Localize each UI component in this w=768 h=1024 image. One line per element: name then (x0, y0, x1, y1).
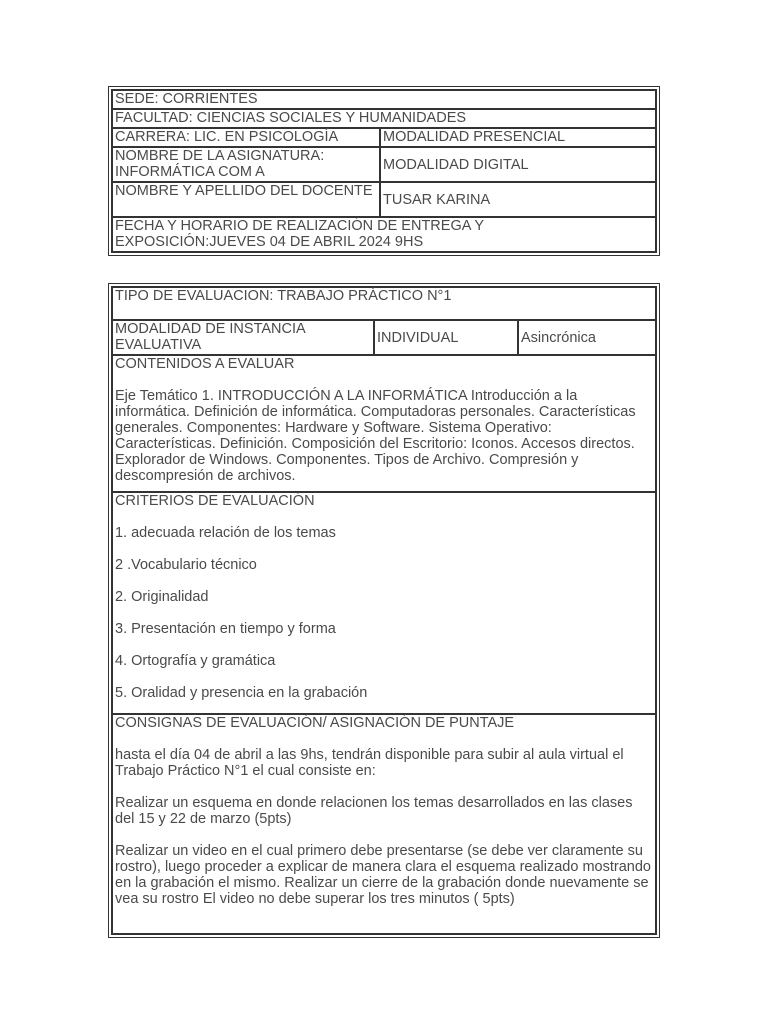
modalidad-presencial-cell: MODALIDAD PRESENCIAL (380, 128, 656, 147)
facultad-cell: FACULTAD: CIENCIAS SOCIALES Y HUMANIDADES (112, 109, 656, 128)
docente-value-cell: TUSAR KARINA (380, 182, 656, 217)
criterio-item: 4. Ortografía y gramática (115, 653, 276, 669)
consignas-title: CONSIGNAS DE EVALUACIÓN/ ASIGNACIÓN DE PUNTAJE (115, 715, 515, 731)
asignatura-label: NOMBRE DE LA ASIGNATURA: (115, 148, 325, 164)
criterios-cell (112, 492, 656, 714)
modalidad-instancia-cell: MODALIDAD DE INSTANCIA EVALUATIVA (112, 320, 374, 355)
carrera-cell: CARRERA: LIC. EN PSICOLOGÍA (112, 128, 380, 147)
criterio-item: 3. Presentación en tiempo y forma (115, 621, 336, 637)
tipo-evaluacion-cell: TIPO DE EVALUACION: TRABAJO PRÁCTICO N°1 (112, 287, 656, 320)
fecha-line-1: FECHA Y HORARIO DE REALIZACIÓN DE ENTREGA Y (115, 218, 485, 234)
fecha-cell (112, 217, 656, 252)
modalidad-sync-cell: Asincrónica (518, 320, 656, 355)
criterios-title: CRITERIOS DE EVALUACIÓN (115, 493, 315, 509)
contenidos-cell (112, 355, 656, 492)
modalidad-digital-cell: MODALIDAD DIGITAL (380, 147, 656, 182)
docente-label-cell: NOMBRE Y APELLIDO DEL DOCENTE (112, 182, 380, 217)
sede-cell: SEDE: CORRIENTES (112, 90, 656, 109)
criterio-item: 2. Originalidad (115, 589, 209, 605)
contenidos-body: Eje Temático 1. INTRODUCCIÓN A LA INFORMÁTICA Introducción a la informática. Definición de informática. Computadoras personales. Características generales. Componentes: Hardware y Software. Sistema Operativo: Características. Definición. Composición del Escritorio: Iconos. Accesos directos. Explorador de Windows. Componentes. Tipos de Archivo. Compresión y descompresión de archivos. (115, 388, 636, 484)
asignatura-cell (112, 147, 380, 182)
criterio-item: 2 .Vocabulario técnico (115, 557, 257, 573)
evaluation-table (111, 286, 657, 935)
consignas-cell (112, 714, 656, 934)
modalidad-individual-cell: INDIVIDUAL (374, 320, 518, 355)
contenidos-title: CONTENIDOS A EVALUAR (115, 356, 295, 372)
asignatura-value: INFORMÁTICA COM A (115, 164, 265, 180)
fecha-line-2: EXPOSICIÓN:JUEVES 04 DE ABRIL 2024 9HS (115, 234, 424, 250)
consigna-item: hasta el día 04 de abril a las 9hs, tendrán disponible para subir al aula virtual el Trabajo Práctico N°1 el cual consiste en: (115, 747, 624, 779)
consigna-item: Realizar un video en el cual primero debe presentarse (se debe ver claramente su rostro), luego proceder a explicar de manera clara el esquema realizado mostrando en la grabación el mismo. Realizar un cierre de la grabación donde nuevamente se vea su rostro El video no debe superar los tres minutos ( 5pts) (115, 843, 651, 907)
consigna-item: Realizar un esquema en donde relacionen los temas desarrollados en las clases del 15 y 22 de marzo (5pts) (115, 795, 633, 827)
criterio-item: 1. adecuada relación de los temas (115, 525, 336, 541)
criterio-item: 5. Oralidad y presencia en la grabación (115, 685, 368, 701)
header-table (111, 89, 657, 253)
